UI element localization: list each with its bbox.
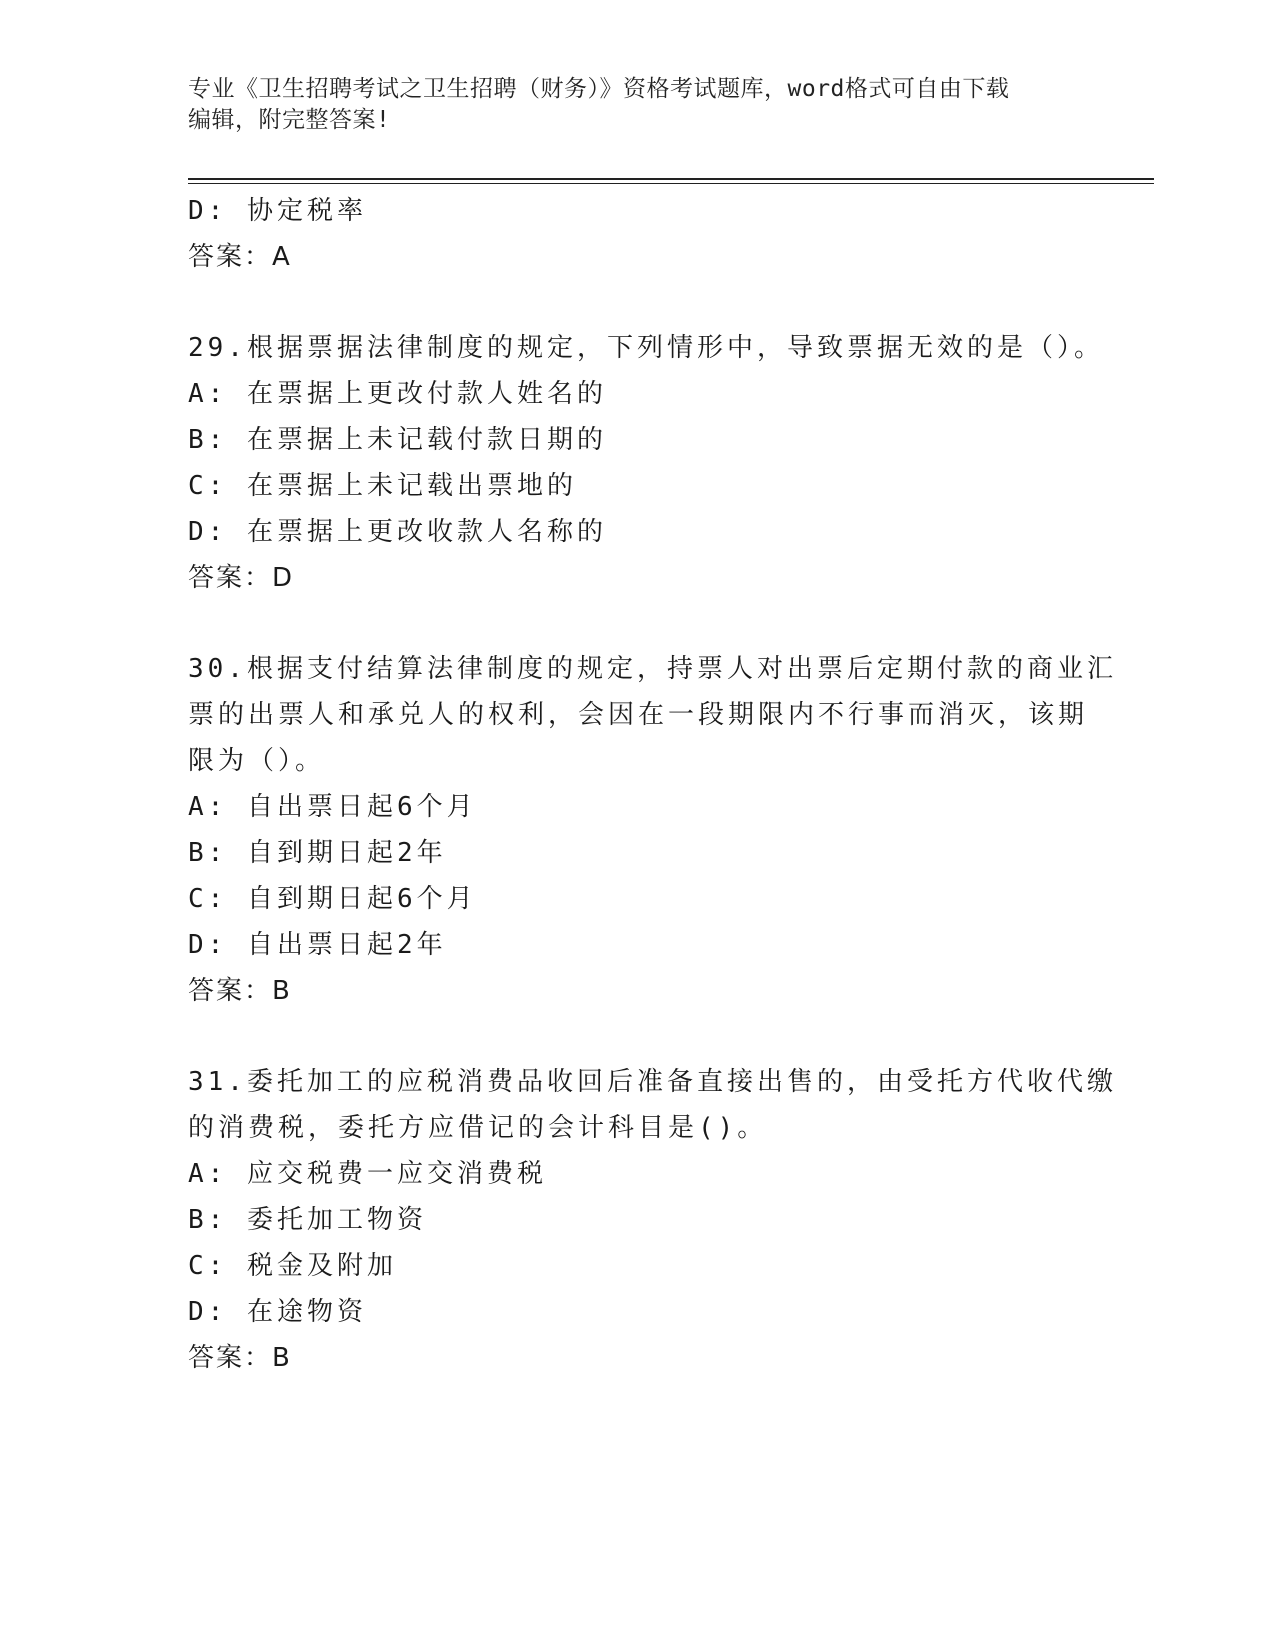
option-b: B: 自到期日起2年: [188, 838, 447, 868]
question-list: [188, 188, 1117, 1381]
answer-line: 答案：A: [188, 242, 292, 272]
spacer: [188, 1014, 1088, 1059]
question-29: [188, 325, 1104, 601]
option-c: C: 在票据上未记载出票地的: [188, 471, 577, 501]
spacer: [188, 601, 1088, 646]
header-divider-thin: [188, 183, 1154, 184]
option-d: D: 协定税率: [188, 196, 367, 226]
question-stem-line-1: 31.委托加工的应税消费品收回后准备直接出售的，由受托方代收代缴: [188, 1067, 1117, 1097]
document-header: [188, 74, 1078, 136]
question-stem-line-3: 限为（）。: [188, 746, 326, 776]
question-28-tail: [188, 188, 1088, 280]
option-a: A: 应交税费一应交消费税: [188, 1159, 547, 1189]
question-stem: 29.根据票据法律制度的规定，下列情形中，导致票据无效的是（）。: [188, 333, 1104, 363]
option-a: A: 在票据上更改付款人姓名的: [188, 379, 607, 409]
answer-line: 答案：B: [188, 1343, 292, 1373]
spacer: [188, 280, 1088, 325]
option-c: C: 自到期日起6个月: [188, 884, 477, 914]
question-stem-line-1: 30.根据支付结算法律制度的规定，持票人对出票后定期付款的商业汇: [188, 654, 1117, 684]
option-c: C: 税金及附加: [188, 1251, 397, 1281]
question-stem-line-2: 的消费税，委托方应借记的会计科目是()。: [188, 1113, 768, 1143]
header-line-1: 专业《卫生招聘考试之卫生招聘（财务）》资格考试题库，word格式可自由下载: [188, 76, 1010, 102]
option-d: D: 自出票日起2年: [188, 930, 447, 960]
option-b: B: 委托加工物资: [188, 1205, 427, 1235]
option-d: D: 在票据上更改收款人名称的: [188, 517, 607, 547]
answer-line: 答案：D: [188, 563, 295, 593]
question-30: [188, 646, 1117, 1014]
question-stem-line-2: 票的出票人和承兑人的权利，会因在一段期限内不行事而消灭，该期: [188, 700, 1089, 730]
question-31: [188, 1059, 1117, 1381]
option-d: D: 在途物资: [188, 1297, 367, 1327]
header-divider-thick: [188, 178, 1154, 180]
option-a: A: 自出票日起6个月: [188, 792, 477, 822]
answer-line: 答案：B: [188, 976, 292, 1006]
header-line-2: 编辑，附完整答案!: [188, 107, 391, 133]
option-b: B: 在票据上未记载付款日期的: [188, 425, 607, 455]
